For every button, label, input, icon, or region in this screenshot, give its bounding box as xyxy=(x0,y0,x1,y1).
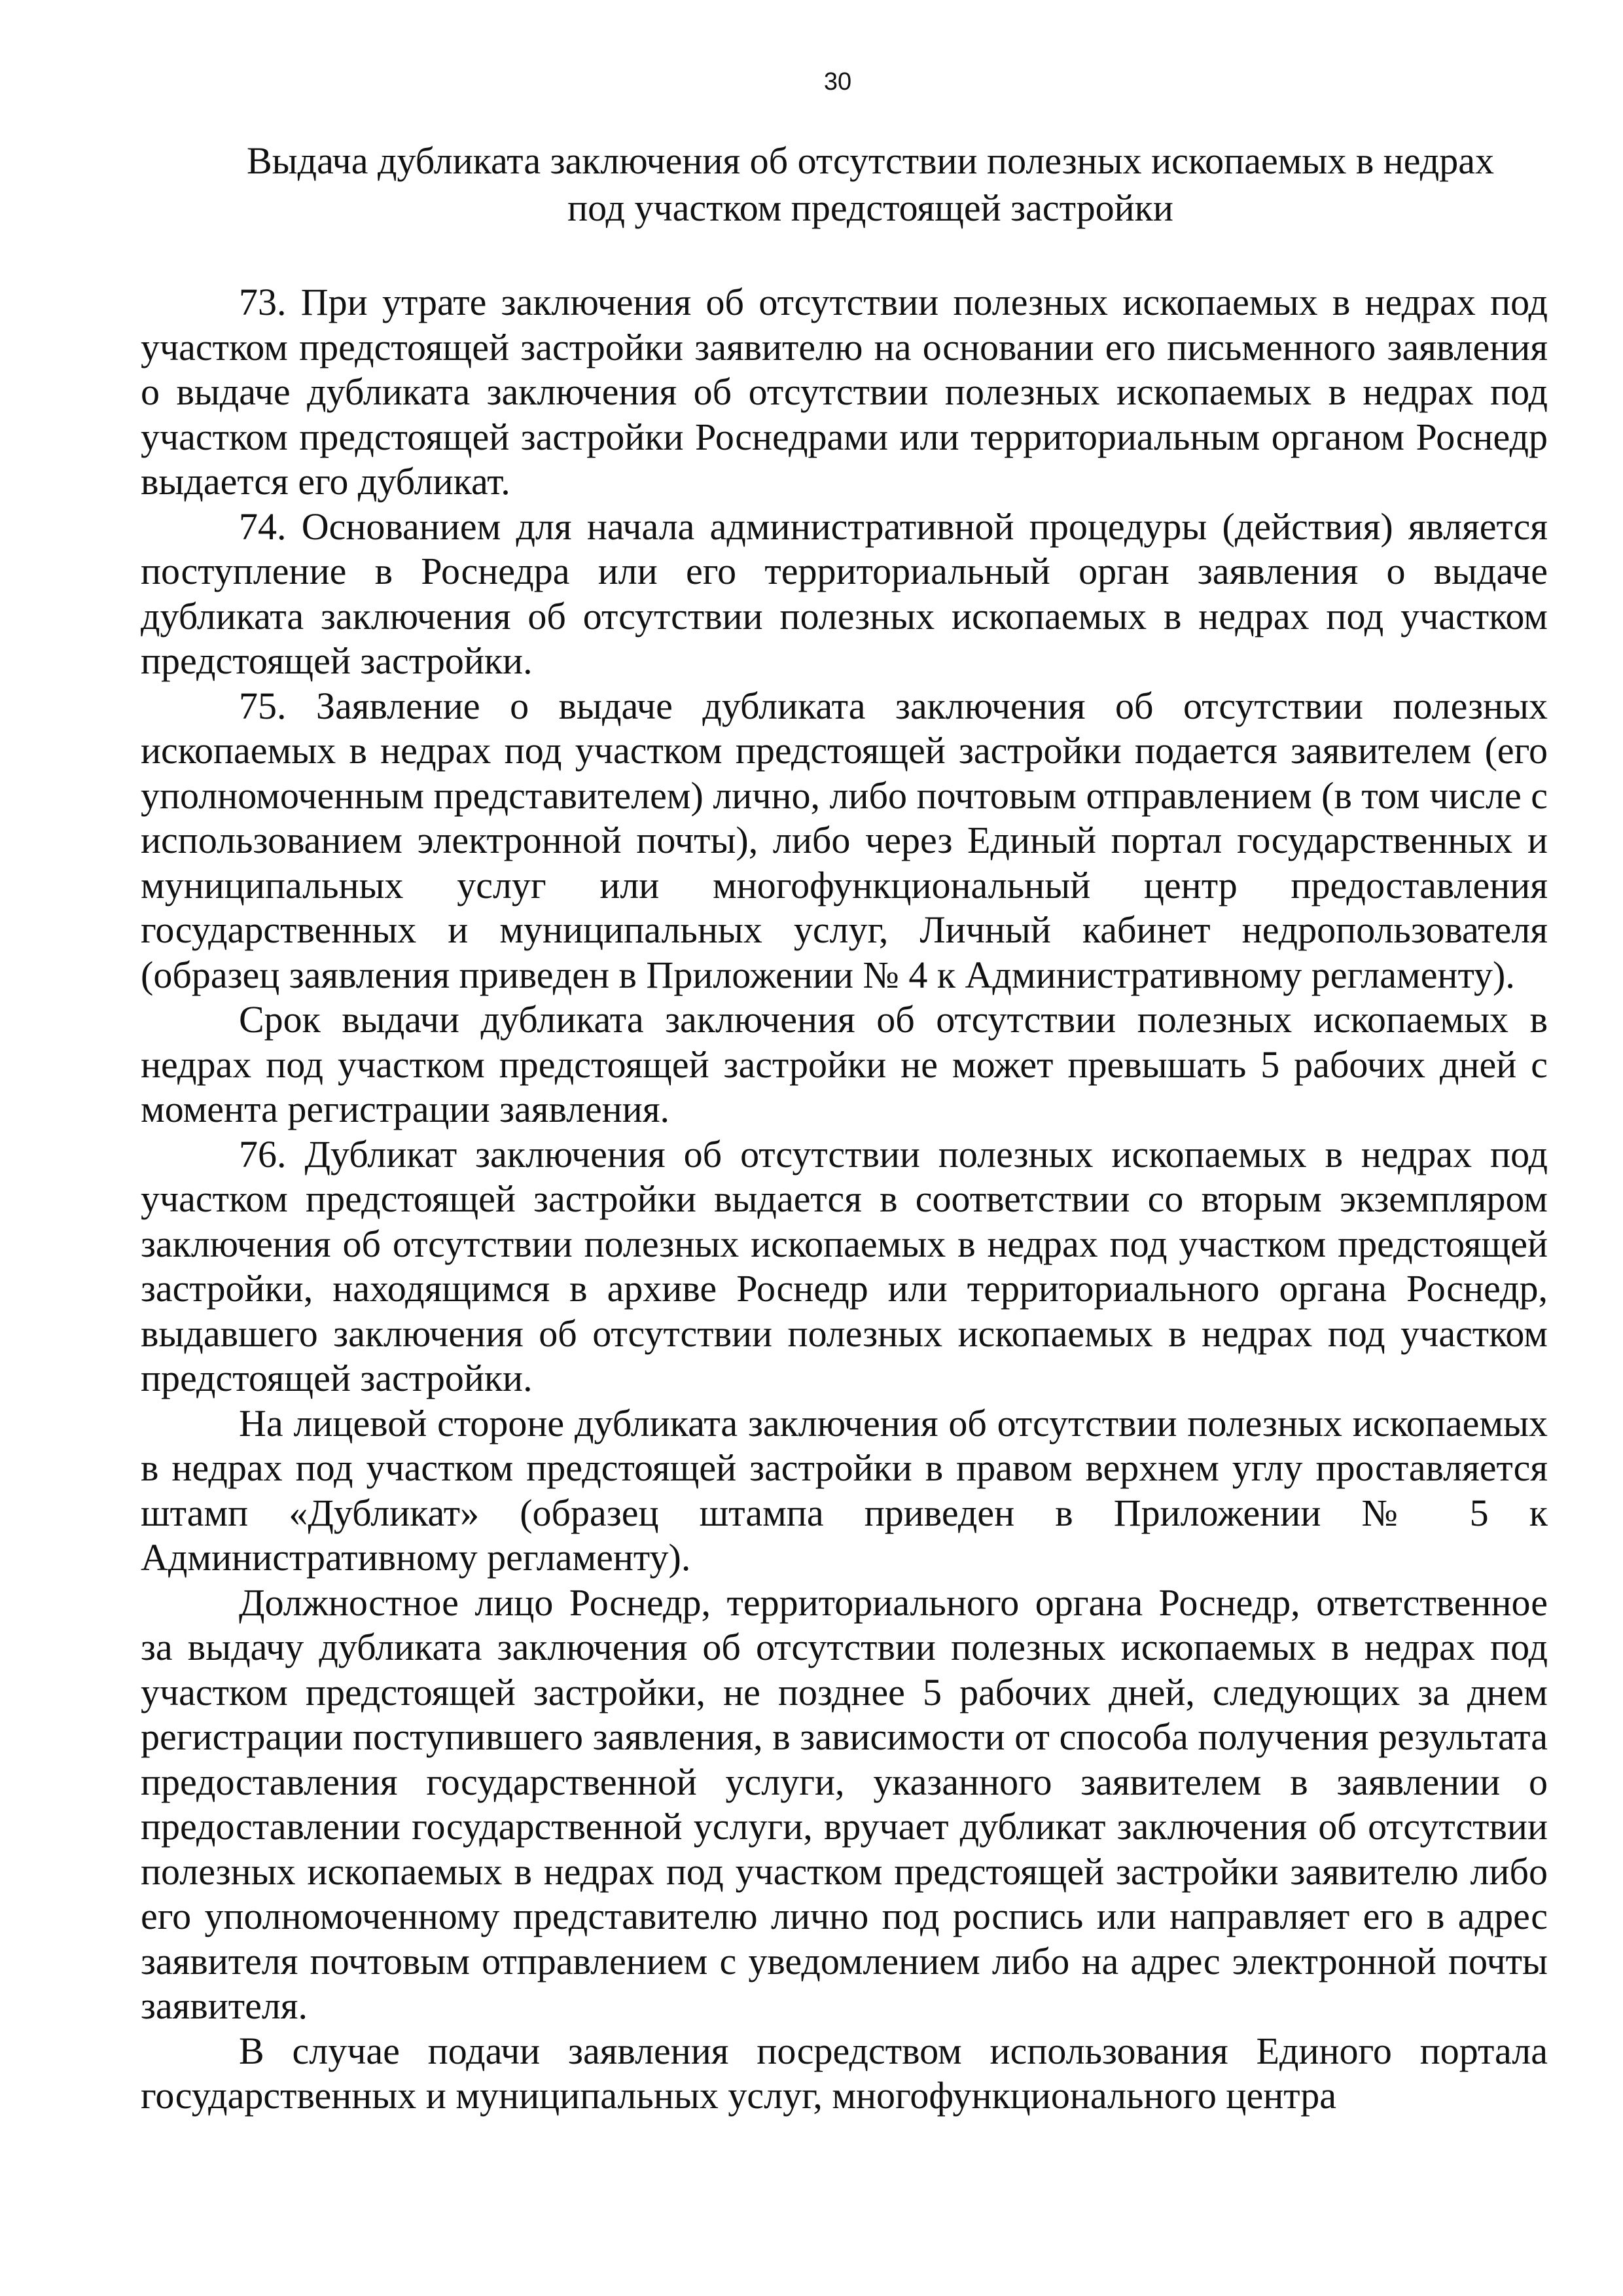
paragraph-online-submission: В случае подачи заявления посредством использования Единого портала государственных и муниципальных услуг, многофункционального центра xyxy=(141,2029,1548,2117)
section-heading-line-2: под участком предстоящей застройки xyxy=(567,187,1173,229)
page-number: 30 xyxy=(823,68,852,96)
document-body xyxy=(141,280,1548,2119)
paragraph-official-issuance: Должностное лицо Роснедр, территориального органа Роснедр, ответственное за выдачу дубликата заключения об отсутствии полезных ископаемых в недрах под участком предстоящей застройки, не позднее 5 рабочих дней, следующих за днем регистрации поступившего заявления, в зависимости от способа получения результата предоставления государственной услуги, указанного заявителем в заявлении о предоставлении государственной услуги, вручает дубликат заключения об отсутствии полезных ископаемых в недрах под участком предстоящей застройки заявителю либо его уполномоченному представителю лично под роспись или направляет его в адрес заявителя почтовым отправлением с уведомлением либо на адрес электронной почты заявителя. xyxy=(141,1581,1548,2027)
paragraph-76: 76. Дубликат заключения об отсутствии полезных ископаемых в недрах под участком предстоящей застройки выдается в соответствии со вторым экземпляром заключения об отсутствии полезных ископаемых в недрах под участком предстоящей застройки, находящимся в архиве Роснедр или территориального органа Роснедр, выдавшего заключения об отсутствии полезных ископаемых в недрах под участком предстоящей застройки. xyxy=(141,1132,1548,1399)
paragraph-73: 73. При утрате заключения об отсутствии полезных ископаемых в недрах под участком предстоящей застройки заявителю на основании его письменного заявления о выдаче дубликата заключения об отсутствии полезных ископаемых в недрах под участком предстоящей застройки Роснедрами или территориальным органом Роснедр выдается его дубликат. xyxy=(141,281,1548,503)
paragraph-duplicate-deadline: Срок выдачи дубликата заключения об отсутствии полезных ископаемых в недрах под участком предстоящей застройки не может превышать 5 рабочих дней с момента регистрации заявления. xyxy=(141,998,1548,1130)
section-heading xyxy=(170,137,1571,232)
section-heading-line-1: Выдача дубликата заключения об отсутствии полезных ископаемых в недрах xyxy=(246,139,1495,182)
paragraph-74: 74. Основанием для начала административной процедуры (действия) является поступление в Роснедра или его территориальный орган заявления о выдаче дубликата заключения об отсутствии полезных ископаемых в недрах под участком предстоящей застройки. xyxy=(141,505,1548,682)
paragraph-duplicate-stamp: На лицевой стороне дубликата заключения об отсутствии полезных ископаемых в недрах под участком предстоящей застройки в правом верхнем углу проставляется штамп «Дубликат» (образец штампа приведен в Приложении № 5 к Административному регламенту). xyxy=(141,1401,1548,1579)
paragraph-75: 75. Заявление о выдаче дубликата заключения об отсутствии полезных ископаемых в недрах под участком предстоящей застройки подается заявителем (его уполномоченным представителем) лично, либо почтовым отправлением (в том числе с использованием электронной почты), либо через Единый портал государственных и муниципальных услуг или многофункциональный центр предоставления государственных и муниципальных услуг, Личный кабинет недропользователя (образец заявления приведен в Приложении № 4 к Административному регламенту). xyxy=(141,684,1548,996)
